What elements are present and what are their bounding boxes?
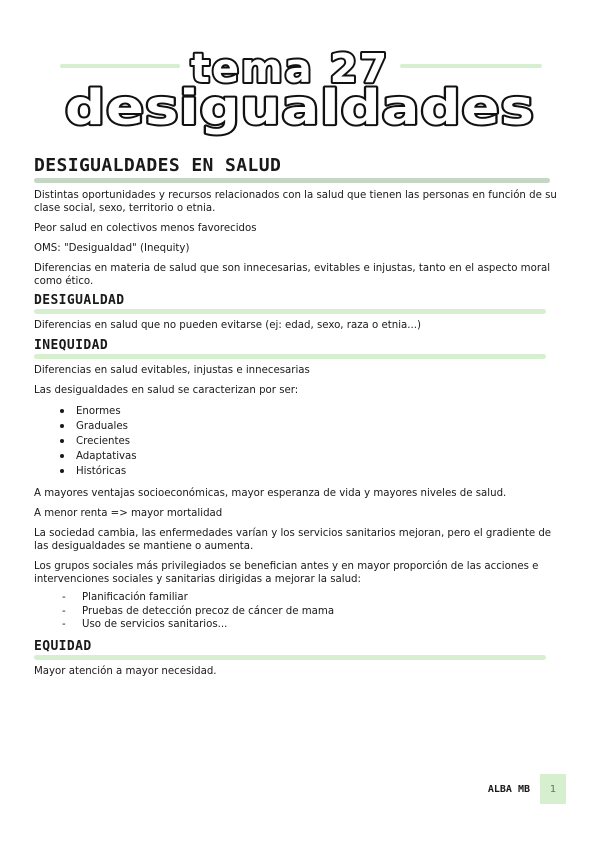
- heading-desigualdad: DESIGUALDAD: [34, 293, 125, 308]
- heading-underline: [34, 655, 546, 660]
- author-label: ALBA MB: [487, 783, 530, 795]
- list-item: - Uso de servicios sanitarios...: [82, 618, 564, 632]
- list-item: Crecientes: [76, 434, 564, 449]
- list-item: Graduales: [76, 419, 564, 434]
- paragraph: Las desigualdades en salud se caracterizan por ser:: [34, 385, 299, 396]
- title-line-1: tema 27: [190, 46, 390, 92]
- paragraph: Distintas oportunidades y recursos relacionados con la salud que tienen las personas en función de su clase social, sexo, territorio o etnia.: [34, 190, 557, 214]
- paragraph: Diferencias en materia de salud que son innecesarias, evitables e injustas, tanto en el aspecto moral como ético.: [34, 263, 551, 287]
- paragraph: Mayor atención a mayor necesidad.: [34, 665, 217, 677]
- heading-inequidad: INEQUIDAD: [34, 338, 109, 353]
- list-item: Adaptativas: [76, 449, 564, 464]
- list-item: Históricas: [76, 464, 564, 479]
- paragraph: Diferencias en salud que no pueden evitarse (ej: edad, sexo, raza o etnia...): [34, 320, 421, 331]
- heading-underline: [34, 354, 546, 359]
- page-footer: [488, 774, 566, 804]
- heading-desigualdades-en-salud: DESIGUALDADES EN SALUD: [34, 155, 282, 176]
- paragraph: Diferencias en salud evitables, injustas e innecesarias: [34, 365, 310, 376]
- examples-list: [34, 591, 564, 632]
- list-item: - Pruebas de detección precoz de cáncer de mama: [82, 605, 564, 619]
- page-number: 1: [540, 774, 566, 804]
- heading-underline: [34, 178, 550, 183]
- paragraph: A menor renta => mayor mortalidad: [34, 508, 223, 519]
- paragraph: Peor salud en colectivos menos favorecidos: [34, 223, 257, 234]
- heading-underline: [34, 309, 546, 314]
- title-banner: [0, 0, 600, 150]
- page-content: [34, 154, 564, 685]
- paragraph: La sociedad cambia, las enfermedades varían y los servicios sanitarios mejoran, pero el gradiente de las desigualdades se mantiene o aumenta.: [34, 528, 552, 552]
- paragraph: OMS: "Desigualdad" (Inequity): [34, 243, 190, 254]
- characteristics-list: [34, 404, 564, 479]
- title-line-2: desigualdades: [65, 80, 535, 136]
- paragraph: A mayores ventajas socioeconómicas, mayor esperanza de vida y mayores niveles de salud.: [34, 488, 507, 499]
- heading-equidad: EQUIDAD: [34, 638, 92, 654]
- paragraph: Los grupos sociales más privilegiados se benefician antes y en mayor proporción de las acciones e intervenciones sociales y sanitarias dirigidas a mejorar la salud:: [34, 561, 539, 585]
- list-item: - Planificación familiar: [82, 591, 564, 605]
- list-item: Enormes: [76, 404, 564, 419]
